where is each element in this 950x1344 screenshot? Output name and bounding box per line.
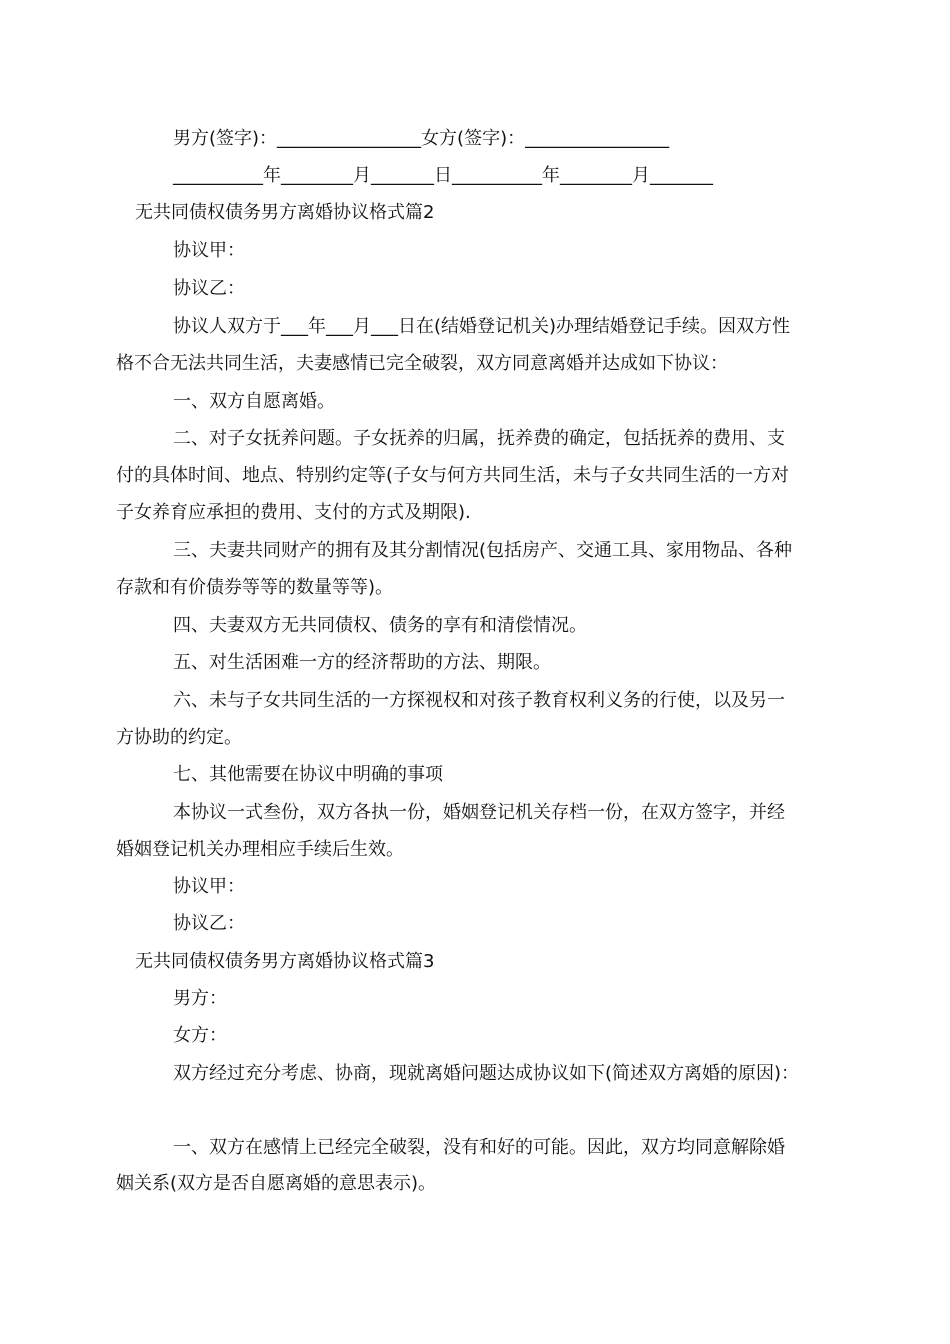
party-a-label: 协议甲： [173,240,245,261]
agreement-intro: 双方经过充分考虑、协商，现就离婚问题达成协议如下(简述双方离婚的原因)： [173,1063,800,1084]
date-line: __________年________月_______日__________年________月_______ [173,165,713,186]
clause-3-line: 三、夫妻共同财产的拥有及其分割情况(包括房产、交通工具、家用物品、各种 [173,540,793,561]
party-a-label: 协议甲： [173,876,245,897]
male-party-label: 男方： [173,988,227,1009]
section-heading-3: 无共同债权债务男方离婚协议格式篇3 [135,951,435,972]
signature-line: 男方(签字)：________________女方(签字)：________________ [173,128,670,149]
clause-2-line: 子女养育应承担的费用、支付的方式及期限). [116,502,471,523]
section-heading-2: 无共同债权债务男方离婚协议格式篇2 [135,202,435,223]
clause-2-line: 付的具体时间、地点、特别约定等(子女与何方共同生活，未与子女共同生活的一方对 [116,465,790,486]
clause-6-line: 六、未与子女共同生活的一方探视权和对孩子教育权利义务的行使，以及另一 [173,690,785,711]
closing-line: 婚姻登记机关办理相应手续后生效。 [116,839,404,860]
paragraph-line: 协议人双方于___年___月___日在(结婚登记机关)办理结婚登记手续。因双方性 [173,316,791,337]
clause-3-line: 存款和有价债券等等的数量等等)。 [116,577,394,598]
clause-4: 四、夫妻双方无共同债权、债务的享有和清偿情况。 [173,615,587,636]
clause-5: 五、对生活困难一方的经济帮助的方法、期限。 [173,652,551,673]
section-3-clause-1-line: 一、双方在感情上已经完全破裂，没有和好的可能。因此，双方均同意解除婚 [173,1137,785,1158]
clause-7: 七、其他需要在协议中明确的事项 [173,764,443,785]
clause-2-line: 二、对子女抚养问题。子女抚养的归属，抚养费的确定，包括抚养的费用、支 [173,428,785,449]
clause-6-line: 方协助的约定。 [116,727,242,748]
clause-1: 一、双方自愿离婚。 [173,391,335,412]
party-b-label: 协议乙： [173,913,245,934]
paragraph-line: 格不合无法共同生活，夫妻感情已完全破裂，双方同意离婚并达成如下协议： [116,353,728,374]
section-3-clause-1-line: 姻关系(双方是否自愿离婚的意思表示)。 [116,1173,437,1194]
closing-line: 本协议一式叁份，双方各执一份，婚姻登记机关存档一份，在双方签字，并经 [173,802,785,823]
party-b-label: 协议乙： [173,278,245,299]
female-party-label: 女方： [173,1025,227,1046]
